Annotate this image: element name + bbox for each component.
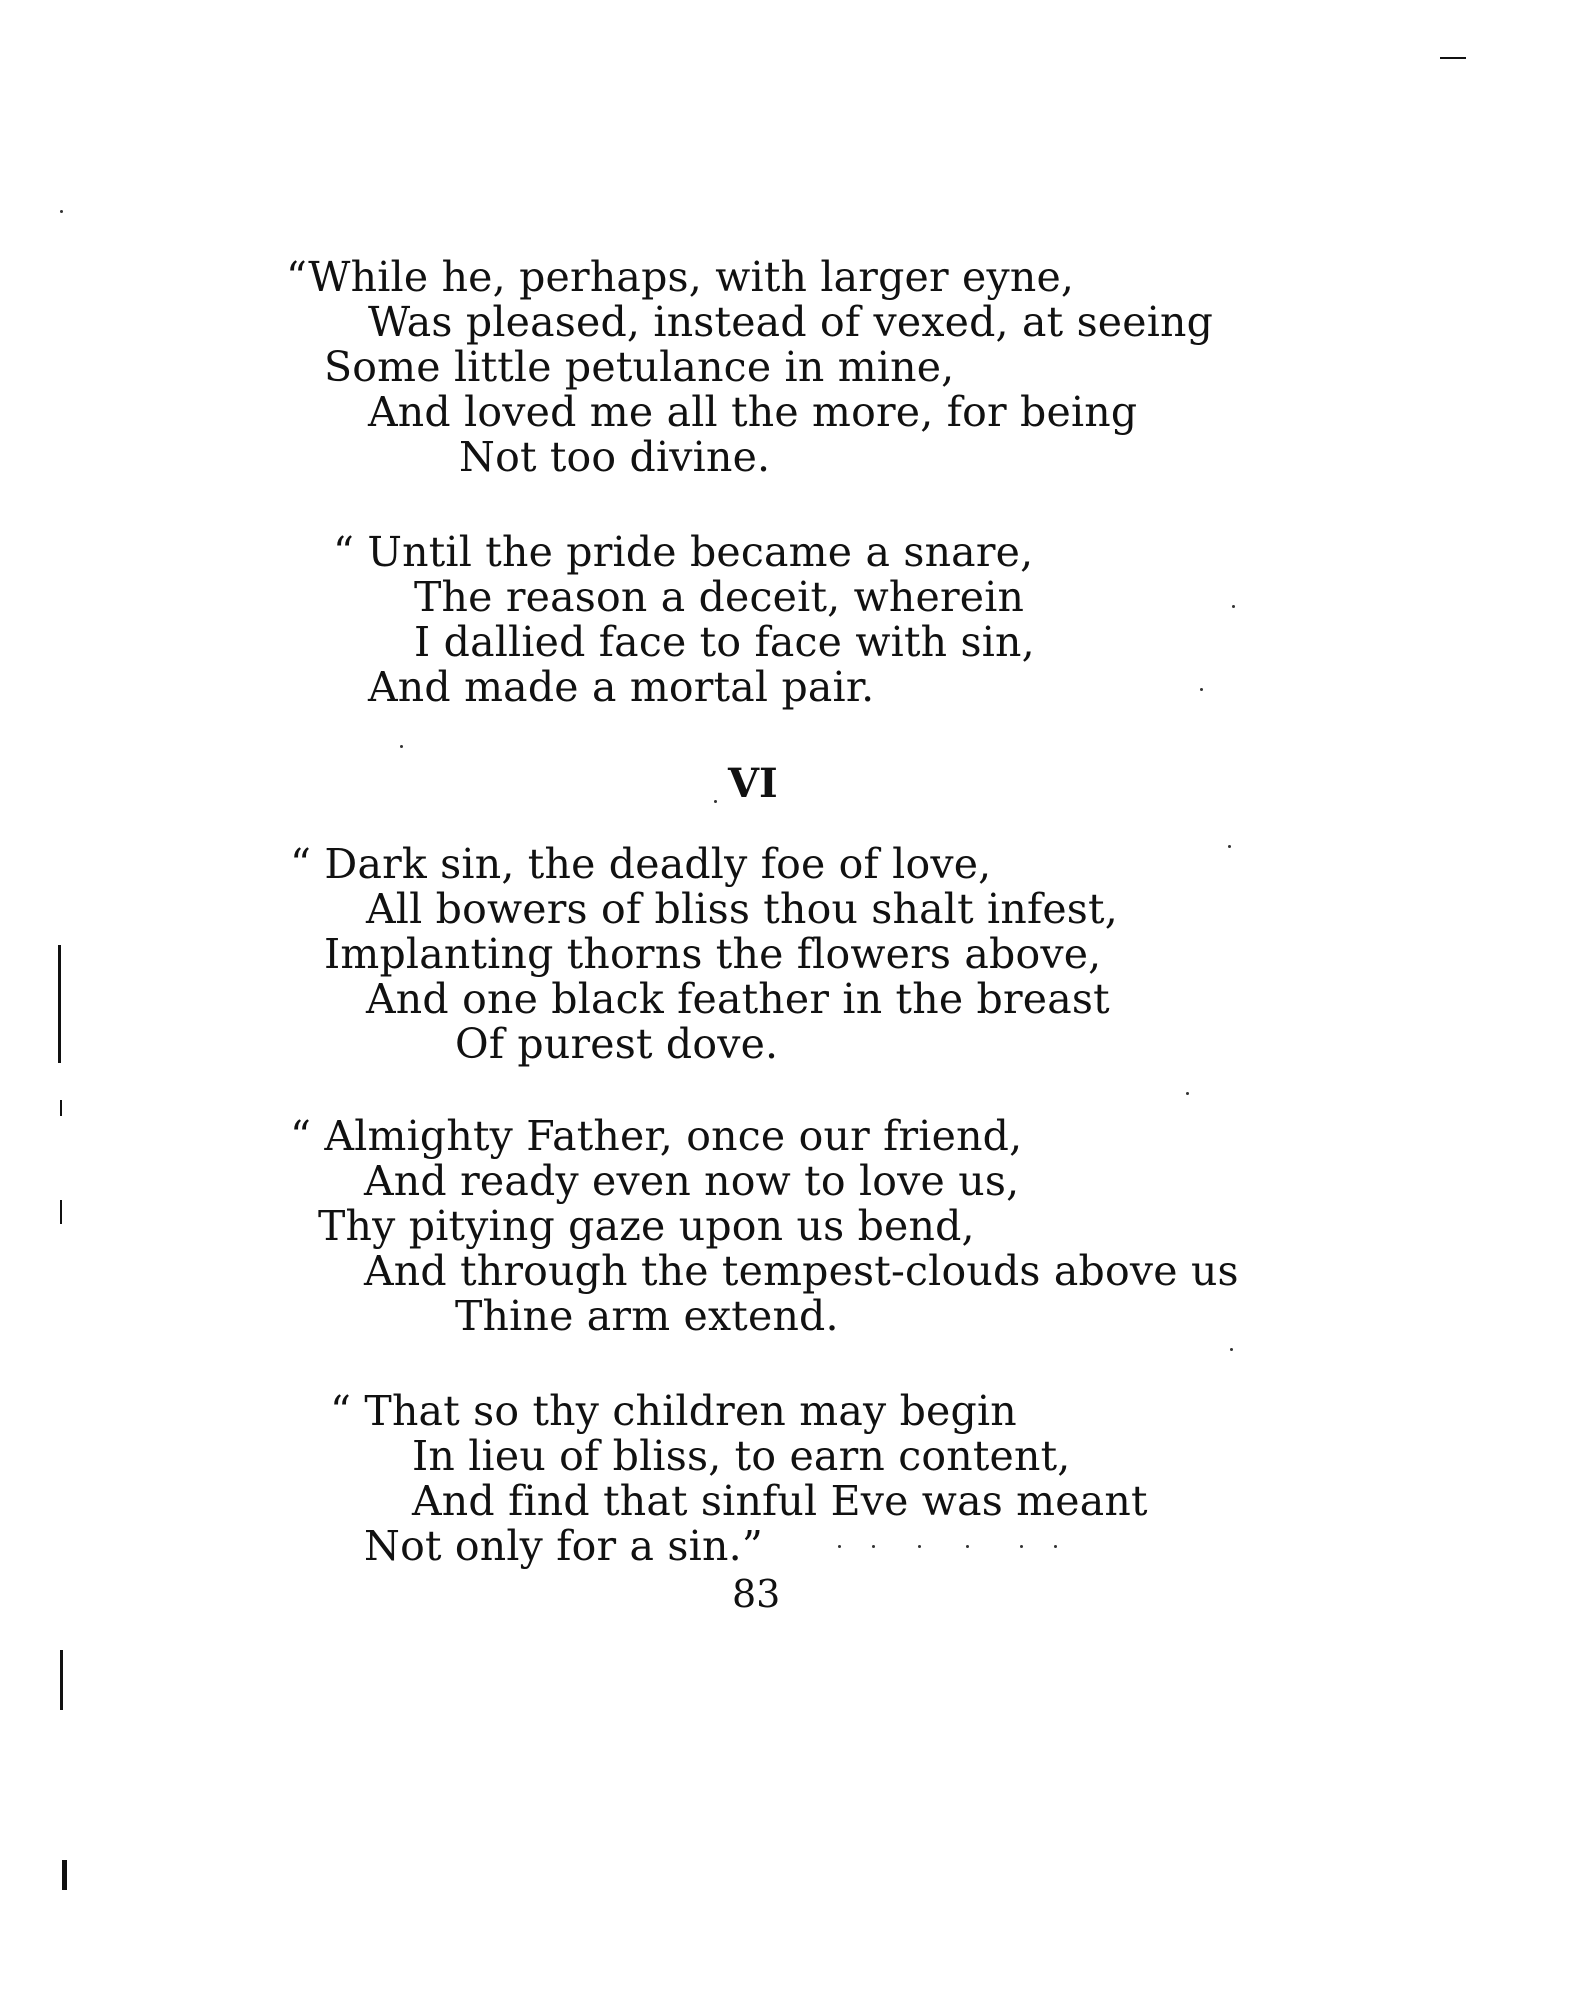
scan-artifact xyxy=(872,1545,875,1548)
scan-artifact xyxy=(1440,57,1466,59)
verse-line: And made a mortal pair. xyxy=(368,663,875,711)
verse-line: “ Until the pride became a snare, xyxy=(333,528,1034,576)
verse-line: Not too divine. xyxy=(459,433,771,481)
verse-line: All bowers of bliss thou shalt infest, xyxy=(366,885,1118,933)
verse-line: And loved me all the more, for being xyxy=(368,388,1138,436)
scan-artifact xyxy=(1054,1545,1057,1548)
scan-artifact xyxy=(60,1100,62,1116)
verse-line: “ Dark sin, the deadly foe of love, xyxy=(290,840,992,888)
scan-artifact xyxy=(1230,1348,1233,1351)
verse-line: Thy pitying gaze upon us bend, xyxy=(318,1202,975,1250)
verse-line: In lieu of bliss, to earn content, xyxy=(412,1432,1071,1480)
verse-line: Not only for a sin.” xyxy=(364,1522,763,1570)
verse-line: And through the tempest-clouds above us xyxy=(364,1247,1239,1295)
verse-line: Was pleased, instead of vexed, at seeing xyxy=(368,298,1214,346)
verse-line: Some little petulance in mine, xyxy=(324,343,955,391)
verse-line: “While he, perhaps, with larger eyne, xyxy=(286,253,1075,301)
verse-line: I dallied face to face with sin, xyxy=(414,618,1035,666)
scan-artifact xyxy=(58,945,61,1063)
page-number: 83 xyxy=(732,1572,781,1616)
verse-line: Of purest dove. xyxy=(455,1020,779,1068)
verse-line: Implanting thorns the flowers above, xyxy=(324,930,1102,978)
section-heading: VI xyxy=(728,760,778,807)
verse-line: “ Almighty Father, once our friend, xyxy=(290,1112,1023,1160)
scan-artifact xyxy=(60,1650,63,1710)
scan-artifact xyxy=(966,1545,969,1548)
scan-artifact xyxy=(838,1545,841,1548)
verse-line: And find that sinful Eve was meant xyxy=(412,1477,1148,1525)
verse-line: And one black feather in the breast xyxy=(366,975,1110,1023)
scan-artifact xyxy=(1232,605,1235,608)
scan-artifact xyxy=(918,1545,921,1548)
scan-artifact xyxy=(1228,845,1231,848)
scan-artifact xyxy=(60,210,63,213)
scan-artifact xyxy=(714,800,717,803)
scan-artifact xyxy=(1020,1545,1023,1548)
scan-artifact xyxy=(60,1200,62,1224)
verse-line: And ready even now to love us, xyxy=(364,1157,1020,1205)
scan-artifact xyxy=(400,745,403,748)
verse-line: Thine arm extend. xyxy=(455,1292,839,1340)
scan-artifact xyxy=(1186,1092,1189,1095)
scan-artifact xyxy=(1200,688,1203,691)
verse-line: The reason a deceit, wherein xyxy=(414,573,1025,621)
scan-artifact xyxy=(62,1860,67,1890)
verse-line: “ That so thy children may begin xyxy=(330,1387,1017,1435)
